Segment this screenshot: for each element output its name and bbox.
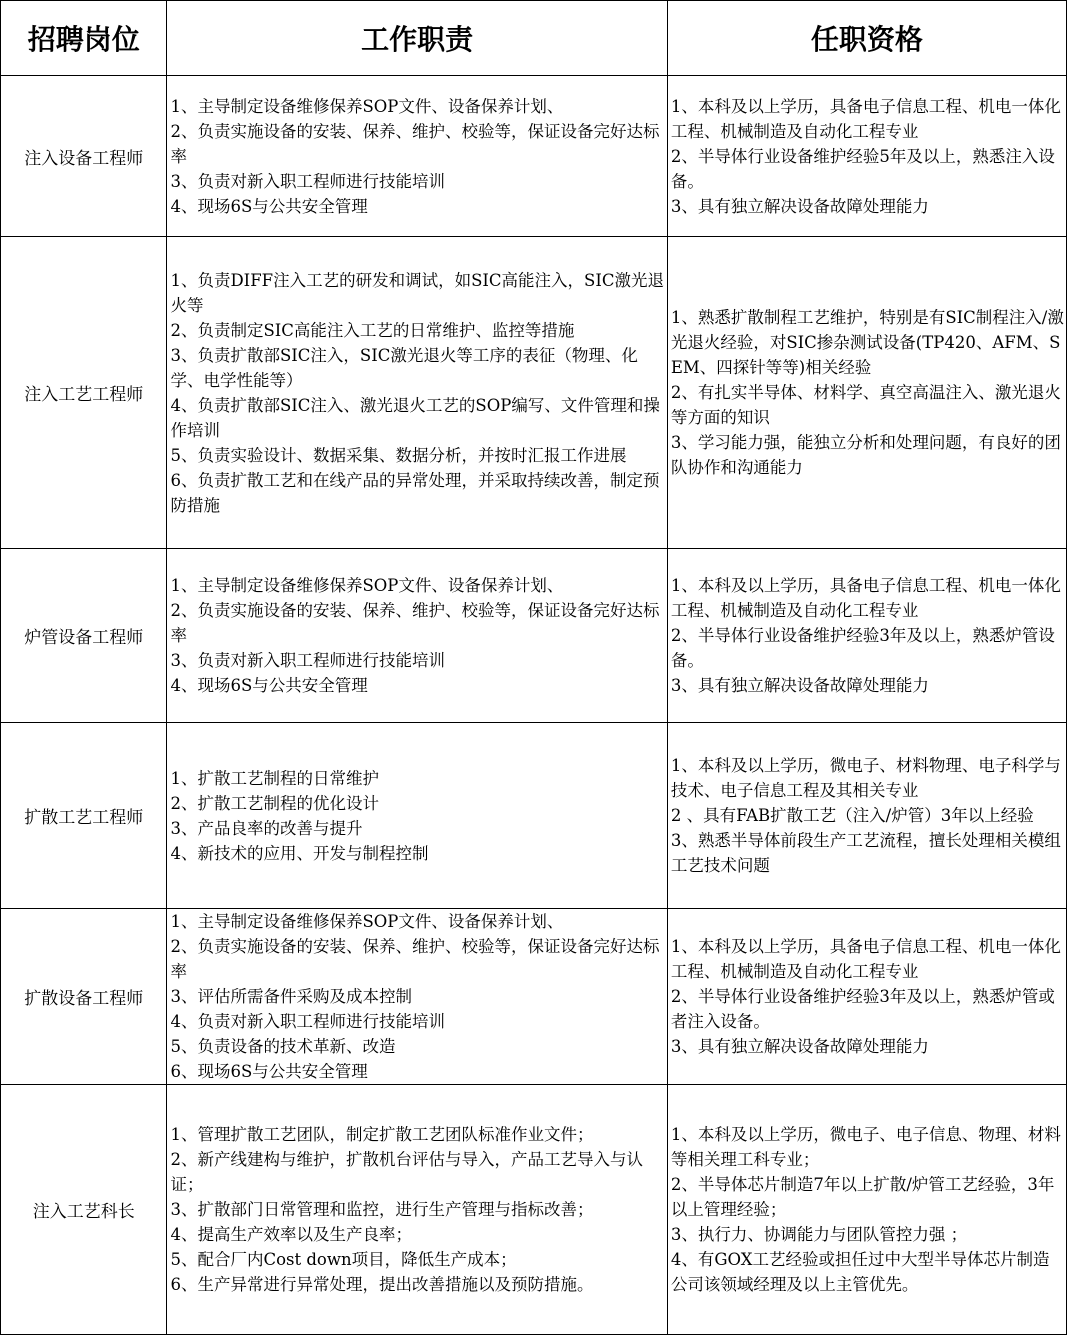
duties-cell (167, 1085, 667, 1335)
duty-item: 3、产品良率的改善与提升 (170, 818, 363, 838)
duty-item: 1、管理扩散工艺团队，制定扩散工艺团队标准作业文件； (170, 1125, 594, 1144)
duties-cell (167, 549, 667, 723)
duties-cell (167, 723, 667, 909)
table-row (1, 909, 1067, 1085)
duties-cell (167, 76, 667, 237)
duty-item: 4、现场6S与公共安全管理 (170, 676, 368, 695)
duty-item: 2、扩散工艺制程的优化设计 (170, 793, 379, 813)
position-title: 炉管设备工程师 (1, 549, 167, 723)
qualification-item: 3、学习能力强，能独立分析和处理问题，有良好的团队协作和沟通能力 (670, 433, 1061, 477)
qualification-item: 2、半导体行业设备维护经验3年及以上，熟悉炉管设备。 (670, 626, 1055, 670)
duty-item: 4、负责扩散部SIC注入、激光退火工艺的SOP编写、文件管理和操作培训 (170, 395, 660, 440)
position-title: 扩散设备工程师 (1, 909, 167, 1085)
qualification-item: 3、具有独立解决设备故障处理能力 (670, 676, 929, 695)
qualification-item: 1、熟悉扩散制程工艺维护，特别是有SIC制程注入/激光退火经验，对SIC掺杂测试设备(TP420、AFM、SEM、四探针等等)相关经验 (670, 308, 1064, 377)
duty-item: 5、负责实验设计、数据采集、数据分析，并按时汇报工作进展 (170, 445, 627, 465)
duty-item: 5、配合厂内Cost down项目，降低生产成本； (170, 1250, 517, 1269)
qualification-item: 3、具有独立解决设备故障处理能力 (670, 1037, 929, 1056)
qualifications-cell (667, 909, 1066, 1085)
duty-item: 5、负责设备的技术革新、改造 (170, 1037, 396, 1056)
duty-item: 6、负责扩散工艺和在线产品的异常处理，并采取持续改善，制定预防措施 (170, 470, 660, 515)
duty-item: 2、负责实施设备的安装、保养、维护、校验等，保证设备完好达标率 (170, 937, 660, 981)
duty-item: 1、主导制定设备维修保养SOP文件、设备保养计划、 (170, 912, 564, 931)
duty-item: 2、新产线建构与维护，扩散机台评估与导入，产品工艺导入与认证； (170, 1150, 643, 1194)
duty-item: 3、负责对新入职工程师进行技能培训 (170, 171, 445, 191)
duties-cell (167, 909, 667, 1085)
header-qualifications: 任职资格 (667, 1, 1066, 76)
duty-item: 3、评估所需备件采购及成本控制 (170, 987, 412, 1006)
qualifications-cell (667, 723, 1066, 909)
qualification-item: 3、具有独立解决设备故障处理能力 (670, 196, 929, 216)
qualifications-cell (667, 237, 1066, 549)
qualification-item: 1、本科及以上学历，具备电子信息工程、机电一体化工程、机械制造及自动化工程专业 (670, 576, 1061, 620)
table-body (1, 76, 1067, 1335)
duty-item: 1、负责DIFF注入工艺的研发和调试，如SIC高能注入，SIC激光退火等 (170, 270, 664, 315)
duty-item: 2、负责实施设备的安装、保养、维护、校验等，保证设备完好达标率 (170, 121, 660, 166)
qualifications-cell (667, 76, 1066, 237)
qualification-item: 2 、具有FAB扩散工艺（注入/炉管）3年以上经验 (670, 806, 1034, 825)
duty-item: 2、负责制定SIC高能注入工艺的日常维护、监控等措施 (170, 320, 575, 340)
duty-item: 1、主导制定设备维修保养SOP文件、设备保养计划、 (170, 96, 564, 116)
duty-item: 6、现场6S与公共安全管理 (170, 1062, 368, 1081)
qualification-item: 3、执行力、协调能力与团队管控力强 ； (670, 1225, 968, 1244)
duty-item: 2、负责实施设备的安装、保养、维护、校验等，保证设备完好达标率 (170, 601, 660, 645)
qualification-item: 1、本科及以上学历，微电子、材料物理、电子科学与技术、电子信息工程及其相关专业 (670, 756, 1061, 800)
duty-item: 3、负责对新入职工程师进行技能培训 (170, 651, 445, 670)
duty-item: 4、负责对新入职工程师进行技能培训 (170, 1012, 445, 1031)
duty-item: 1、扩散工艺制程的日常维护 (170, 768, 379, 788)
qualification-item: 1、本科及以上学历，微电子、电子信息、物理、材料等相关理工科专业； (670, 1125, 1061, 1169)
qualification-item: 4、有GOX工艺经验或担任过中大型半导体芯片制造公司该领域经理及以上主管优先。 (670, 1250, 1050, 1294)
duty-item: 6、生产异常进行异常处理，提出改善措施以及预防措施。 (170, 1275, 594, 1294)
position-title: 注入工艺工程师 (1, 237, 167, 549)
duty-item: 1、主导制定设备维修保养SOP文件、设备保养计划、 (170, 576, 564, 595)
duty-item: 4、新技术的应用、开发与制程控制 (170, 843, 429, 863)
duty-item: 3、负责扩散部SIC注入，SIC激光退火等工序的表征（物理、化学、电学性能等） (170, 345, 638, 390)
qualification-item: 3、熟悉半导体前段生产工艺流程，擅长处理相关模组工艺技术问题 (670, 831, 1061, 875)
duties-cell (167, 237, 667, 549)
table-row (1, 237, 1067, 549)
header-duties: 工作职责 (167, 1, 667, 76)
table-row (1, 1085, 1067, 1335)
table-row (1, 723, 1067, 909)
qualifications-cell (667, 549, 1066, 723)
qualification-item: 1、本科及以上学历，具备电子信息工程、机电一体化工程、机械制造及自动化工程专业 (670, 937, 1061, 981)
qualification-item: 2、有扎实半导体、材料学、真空高温注入、激光退火等方面的知识 (670, 383, 1061, 427)
position-title: 注入工艺科长 (1, 1085, 167, 1335)
position-title: 注入设备工程师 (1, 76, 167, 237)
qualification-item: 2、半导体芯片制造7年以上扩散/炉管工艺经验，3年以上管理经验； (670, 1175, 1055, 1219)
table-row (1, 76, 1067, 237)
duty-item: 3、扩散部门日常管理和监控，进行生产管理与指标改善； (170, 1200, 594, 1219)
position-title: 扩散工艺工程师 (1, 723, 167, 909)
qualification-item: 2、半导体行业设备维护经验3年及以上，熟悉炉管或者注入设备。 (670, 987, 1055, 1031)
qualification-item: 1、本科及以上学历，具备电子信息工程、机电一体化工程、机械制造及自动化工程专业 (670, 96, 1061, 141)
qualifications-cell (667, 1085, 1066, 1335)
duty-item: 4、现场6S与公共安全管理 (170, 196, 368, 216)
header-row (1, 1, 1067, 76)
qualification-item: 2、半导体行业设备维护经验5年及以上，熟悉注入设备。 (670, 146, 1055, 191)
table-row (1, 549, 1067, 723)
header-position: 招聘岗位 (1, 1, 167, 76)
duty-item: 4、提高生产效率以及生产良率； (170, 1225, 412, 1244)
